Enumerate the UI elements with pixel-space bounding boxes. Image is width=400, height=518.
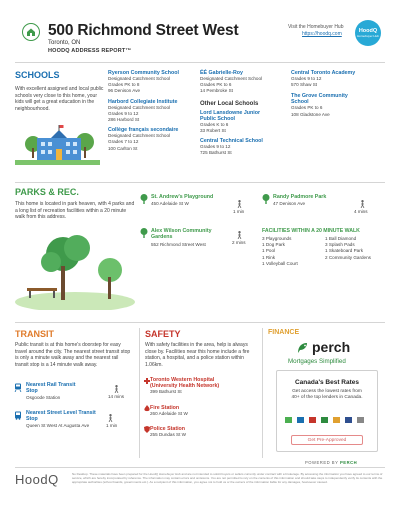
transit-stop-name[interactable]: Nearest Street Level Transit Stop [26, 410, 96, 422]
card-text: Get access the lowest rates from 40+ of the top lenders in Canada. [291, 389, 363, 401]
walk-icon [360, 200, 365, 208]
school-grades: Grades K to 6 [200, 121, 229, 127]
tree-icon [140, 194, 148, 204]
walk-time: 1 min [233, 209, 245, 214]
safety-facility-name[interactable]: Toronto Western Hospital (University Health Network) [150, 377, 220, 389]
park-name[interactable]: Alex Wilson Community Gardens [151, 228, 212, 240]
school-type: Designated Catchment School [200, 76, 263, 81]
safety-facility-address: 255 Dundas St W [150, 432, 187, 437]
facility-item: 1 Pool [262, 248, 276, 254]
footer-disclaimer: No Desktop. These materials have been prepared for the HoodQ Homebuyer Hub and are not intended to solicit buyers or sellers currently under contract with a brokerage. By accessing the information you have agreed to our terms of service, which are hereby incorporated by reference. The information may contain errors and omissions. You are not permitted to rely on the contents of this information and should take steps to independently verify its contents with the appropriate authorities (school boards, governments etc.). As a recipient of this information, you agree not to hold us or the owners of the information liable for any damages, howsoever caused. [72, 472, 383, 484]
park-name[interactable]: St. Andrew's Playground [151, 194, 214, 200]
walk-time: 4 mins [354, 209, 368, 214]
facility-item: 3 Splash Pads [325, 242, 355, 248]
facility-item: 1 Dog Park [262, 242, 285, 248]
school-entry[interactable] [200, 70, 284, 95]
perch-brand: perch [312, 339, 351, 355]
facility-item: 2 Community Gardens [325, 254, 371, 260]
school-name[interactable]: Central Toronto Academy [291, 70, 356, 76]
walk-icon [237, 200, 242, 208]
school-name[interactable]: Harbord Collegiate Institute [108, 98, 178, 105]
school-address: 108 Gladstone Ave [291, 111, 330, 117]
transit-stop-name[interactable]: Nearest Rail Transit Stop [26, 382, 76, 394]
school-entry[interactable] [291, 70, 383, 88]
school-entry[interactable] [108, 99, 196, 124]
tree-icon [262, 194, 270, 204]
school-address: 570 Shaw St [291, 82, 318, 88]
hub-badge[interactable] [355, 20, 381, 46]
walk-time: 1 min [106, 423, 118, 428]
school-grades: Grades 9 to 12 [108, 110, 139, 116]
badge-sub: Homebuyer Hub [357, 34, 379, 38]
finance-title: FINANCE [268, 329, 300, 336]
finance-divider [262, 328, 263, 458]
school-grades: Grades 9 to 12 [291, 76, 322, 81]
facility-item: 1 Rink [262, 254, 276, 260]
finance-card [276, 370, 378, 452]
train-icon [14, 383, 22, 392]
safety-facility-address: 260 Adelaide St W [150, 411, 188, 416]
schools-description: With excellent assigned and local public schools very close to this home, your kids will get a great education in the neighbourhood. [15, 86, 104, 112]
walk-icon [108, 414, 113, 422]
school-building-illustration [15, 122, 100, 174]
school-grades: Grades PK to 6 [291, 105, 323, 111]
facilities-title: FACILITIES WITHIN A 20 MINUTE WALK [262, 228, 360, 234]
home-icon [22, 23, 40, 41]
city: Toronto, ON [48, 40, 81, 46]
school-grades: Grades PK to 6 [200, 82, 232, 88]
park-address: 552 Richmond Street West [151, 242, 206, 247]
school-type: Designated Catchment School [108, 104, 171, 110]
lender-logo [345, 417, 352, 423]
parks-description: This home is located in park heaven, with 4 parks and a long list of recreation facilities within a 20 minute walk from this address. [15, 201, 135, 220]
school-entry[interactable] [291, 93, 383, 117]
facility-item: 1 Volleyball Court [262, 260, 298, 266]
safety-title: SAFETY [145, 329, 181, 339]
facility-item: 3 Playgrounds [262, 236, 292, 241]
transit-title: TRANSIT [15, 329, 54, 339]
school-entry[interactable] [200, 138, 284, 156]
lender-logos [285, 415, 371, 425]
walk-icon [114, 385, 119, 393]
facilities-left [262, 236, 322, 267]
school-grades: Grades 9 to 12 [200, 144, 231, 150]
school-type: Designated Catchment School [108, 133, 171, 139]
powered-label: POWERED BY [305, 460, 339, 465]
school-entry[interactable] [200, 110, 284, 134]
school-address: 286 Harbord St [108, 117, 140, 123]
bus-icon [14, 411, 22, 420]
lender-logo [333, 417, 340, 423]
school-type: Designated Catchment School [108, 76, 171, 81]
tree-icon [140, 228, 148, 238]
school-col-2 [200, 70, 284, 156]
hub-link[interactable]: https://hoodq.com [302, 31, 342, 37]
safety-facility-name[interactable]: Police Station [150, 426, 186, 432]
school-address: 100 Carlton St [108, 145, 138, 151]
safety-item[interactable] [150, 426, 255, 438]
facilities-right [325, 236, 387, 261]
facility-item: 1 Ball Diamond [325, 236, 357, 241]
finance-tagline: Mortgages Simplified [288, 358, 346, 365]
school-name[interactable]: Lord Lansdowne Junior Public School [200, 109, 261, 122]
safety-item[interactable] [150, 405, 255, 417]
school-address: 33 Robert St [200, 127, 226, 133]
school-entry[interactable] [108, 127, 196, 152]
address-title: 500 Richmond Street West [48, 22, 239, 39]
hub-text: Visit the Homebuyer Hub [288, 24, 344, 30]
park-address: 450 Adelaide St W [151, 201, 189, 206]
fire-icon [144, 405, 150, 412]
school-name[interactable]: Central Technical School [200, 138, 263, 145]
school-name[interactable]: The Grove Community School [291, 93, 348, 106]
lender-logo [285, 417, 292, 423]
police-icon [144, 426, 150, 433]
powered-by [305, 460, 357, 465]
transit-description: Public transit is at this home's doorstep for easy travel around the city. The nearest street transit stop is only a minute walk away and the nearest rail transit stop is a 14 minute walk away. [15, 342, 131, 368]
facility-item: 1 Skateboard Park [325, 248, 364, 254]
safety-facility-address: 399 Bathurst St [150, 389, 182, 394]
school-entry[interactable] [108, 70, 196, 95]
park-address: 47 Denison Ave [273, 201, 306, 206]
safety-facility-name[interactable]: Fire Station [150, 405, 180, 411]
school-col-3 [291, 70, 383, 118]
parks-title: PARKS & REC. [15, 187, 79, 197]
school-name[interactable]: Collège français secondaire [108, 127, 179, 134]
school-address: 14 Pembroke St [200, 88, 233, 94]
school-col-1 [108, 70, 196, 152]
get-pre-approved-button[interactable]: Get Pre-Approved [291, 435, 363, 445]
powered-brand: PERCH [339, 460, 358, 465]
footer-logo: HoodQ [15, 472, 59, 487]
lender-logo [297, 417, 304, 423]
school-grades: Grades 7 to 12 [108, 139, 139, 145]
safety-item[interactable] [150, 377, 255, 395]
walk-time: 14 mins [108, 394, 125, 399]
other-schools-heading: Other Local Schools [200, 100, 259, 107]
school-name[interactable]: Ryerson Community School [108, 70, 179, 76]
hospital-icon [144, 378, 150, 384]
park-illustration [15, 232, 137, 310]
lender-logo [309, 417, 316, 423]
badge-brand: HoodQ [358, 28, 378, 34]
transit-item[interactable] [20, 410, 135, 438]
walk-icon [237, 231, 242, 239]
park-name[interactable]: Randy Padmore Park [273, 194, 327, 200]
transit-item[interactable] [20, 382, 135, 404]
card-title: Canada's Best Rates [294, 379, 360, 386]
walk-time: 2 mins [232, 240, 246, 245]
safety-divider [139, 328, 140, 458]
report-label: HOODQ ADDRESS REPORT™ [48, 48, 132, 54]
school-address: 96 Denison Ave [108, 88, 141, 94]
schools-title: SCHOOLS [15, 70, 60, 80]
lender-logo [321, 417, 328, 423]
school-address: 725 Bathurst St [200, 150, 232, 156]
transit-stop-address: Queen St West At Augusta Ave [26, 423, 90, 428]
transit-stop-address: Osgoode Station [26, 395, 61, 400]
school-grades: Grades PK to 8 [108, 82, 140, 88]
school-name[interactable]: ÉÉ Gabrielle-Roy [200, 70, 243, 76]
safety-description: With safety facilities in the area, help is always close by. Facilities near this home include a fire station, a hospital, and a police station within 1.06km. [145, 342, 250, 368]
lender-logo [357, 417, 364, 423]
perch-bird-icon [296, 341, 310, 355]
